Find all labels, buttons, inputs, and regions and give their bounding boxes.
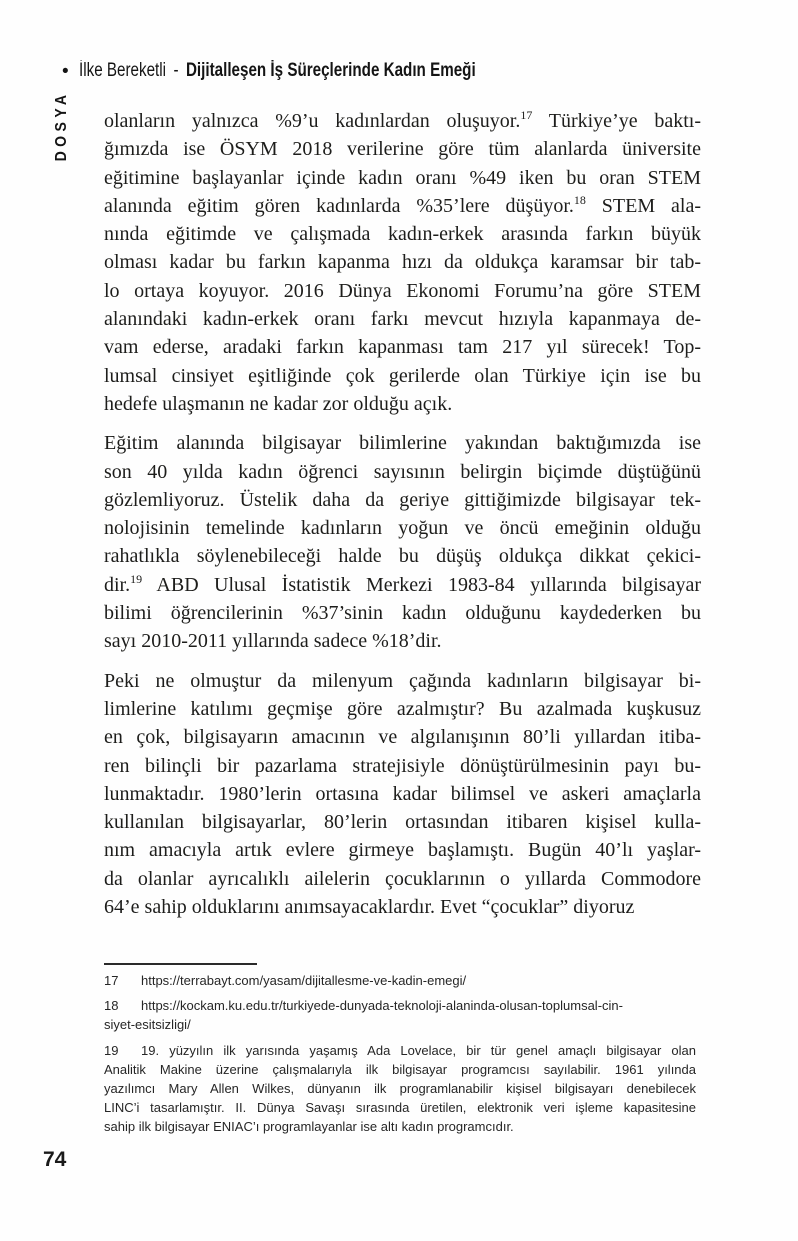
footnote-line: Analitik Makine üzerine çalışmalarıyla ilk bilgisayar programcısı sayılabilir. 1961 yılında xyxy=(104,1061,696,1077)
footnote-ref: 19 xyxy=(130,571,143,586)
footnotes xyxy=(104,971,696,1143)
footnote-number: 19 xyxy=(104,1042,119,1058)
bullet-icon: • xyxy=(62,60,69,82)
text-line: vam ederse, aradaki farkın kapanması tam 217 yıl sürecek! Top- xyxy=(104,336,701,359)
text-line: rahatlıkla söylenebileceği halde bu düşüş oldukça dikkat çekici- xyxy=(104,545,701,568)
text-line: dir.$^{19}$ ABD Ulusal İstatistik Merkezi 1983-84 yıllarında bilgisayar xyxy=(104,571,701,596)
paragraph xyxy=(104,429,701,655)
text-line: olması kadar bu farkın kapanma hızı da oldukça karamsar bir tab- xyxy=(104,251,701,274)
text-line: nım amacıyla artık evlere girmeye başlamıştı. Bugün 40’lı yaşlar- xyxy=(104,839,701,862)
text-line: lumsal cinsiyet eşitliğinde çok gerilerde olan Türkiye için ise bu xyxy=(104,364,701,387)
header-text xyxy=(79,60,476,82)
footnote-number: 18 xyxy=(104,998,119,1014)
text-line: 64’e sahip olduklarını anımsayacaklardır. Evet “çocuklar” diyoruz xyxy=(104,896,635,919)
footnote-line: LINC’i tasarlamıştır. II. Dünya Savaşı sırasında üretilen, elektronik veri işleme kapasitesine xyxy=(104,1100,696,1116)
header-title: Dijitalleşen İş Süreçlerinde Kadın Emeği xyxy=(185,60,476,81)
article-body xyxy=(104,107,701,932)
text-line: da olanlar ayrıcalıklı ailelerin çocuklarının o yıllarda Commodore xyxy=(104,867,701,890)
text-line: lo ortaya koyuyor. 2016 Dünya Ekonomi Forumu’na göre STEM xyxy=(104,279,701,302)
footnote-line: 19 19. yüzyılın ilk yarısında yaşamış Ada Lovelace, bir tür genel amaçlı bilgisayar olan xyxy=(104,1041,696,1060)
section-label-dosya: DOSYA xyxy=(53,90,70,162)
text-line: eğitimine başlayanlar içinde kadın oranı %49 iken bu oran STEM xyxy=(104,166,701,189)
footnote xyxy=(104,996,696,1034)
text-line: alanında eğitim gören kadınlarda %35’lere düşüyor.$^{18}$ STEM ala- xyxy=(104,192,702,217)
page-header xyxy=(62,60,575,82)
text-line: nolojisinin temelinde kadınların yoğun ve öncü emeğinin olduğu xyxy=(104,517,701,540)
text-line: Eğitim alanında bilgisayar bilimlerine yakından baktığımızda ise xyxy=(104,432,701,455)
header-separator: - xyxy=(173,60,179,81)
text-line: en çok, bilgisayarın amacının ve algılanışının 80’li yıllardan itiba- xyxy=(104,726,701,749)
footnote-ref: 17 xyxy=(520,108,533,122)
text-line: bilimi öğrencilerinin %37’sinin kadın olduğunu kaydederken bu xyxy=(104,602,701,625)
text-line: lunmaktadır. 1980’lerin ortasına kadar bilimsel ve askeri amaçlarla xyxy=(104,782,701,805)
footnote-line: siyet-esitsizligi/ xyxy=(104,1017,191,1033)
text-line: son 40 yılda kadın öğrenci sayısının belirgin biçimde düştüğünü xyxy=(104,460,701,483)
text-line: ren bilinçli bir pazarlama stratejisiyle dönüştürülmesinin payı bu- xyxy=(104,754,701,777)
footnote-line: yazılımcı Mary Allen Wilkes, dünyanın ilk programlanabilir kişisel bilgisayarı denebilecek xyxy=(104,1080,696,1096)
footnote xyxy=(104,1041,696,1137)
text-line: gözlemliyoruz. Üstelik daha da geriye gittiğimizde bilgisayar tek- xyxy=(104,488,701,511)
page-number: 74 xyxy=(43,1148,67,1171)
footnote-divider xyxy=(104,963,257,965)
paragraph xyxy=(104,107,701,418)
text-line: nında eğitimde ve çalışmada kadın-erkek arasında farkın büyük xyxy=(104,223,701,246)
footnote-line: 18 https://kockam.ku.edu.tr/turkiyede-dunyada-teknoloji-alaninda-olusan-toplumsal-cin- xyxy=(104,996,696,1015)
text-line: hedefe ulaşmanın ne kadar zor olduğu açık. xyxy=(104,392,453,415)
text-line: olanların yalnızca %9’u kadınlardan oluşuyor.$^{17}$ Türkiye’ye baktı- xyxy=(104,108,702,132)
text-line: sayı 2010-2011 yıllarında sadece %18’dir. xyxy=(104,630,442,653)
footnote-number: 17 xyxy=(104,973,119,988)
footnote-line: sahip ilk bilgisayar ENIAC’ı programlayanlar ise altı kadın programcıdır. xyxy=(104,1119,514,1135)
footnote xyxy=(104,971,696,990)
text-line: Peki ne olmuştur da milenyum çağında kadınların bilgisayar bi- xyxy=(104,669,701,692)
text-line: alanındaki kadın-erkek oranı farkı mevcut hızıyla kapanmaya de- xyxy=(104,308,701,331)
footnote-ref: 18 xyxy=(573,192,586,207)
text-line: limlerine katılımı geçmişe göre azalmıştır? Bu azalmada kuşkusuz xyxy=(104,697,701,720)
paragraph xyxy=(104,667,701,922)
text-line: ğımızda ise ÖSYM 2018 verilerine göre tüm alanlarda üniversite xyxy=(104,138,701,161)
footnote-line: 17 https://terrabayt.com/yasam/dijitallesme-ve-kadin-emegi/ xyxy=(104,971,696,990)
header-author: İlke Bereketli xyxy=(78,60,166,81)
text-line: kullanılan bilgisayarlar, 80’lerin ortasından itibaren kişisel kulla- xyxy=(104,811,701,834)
